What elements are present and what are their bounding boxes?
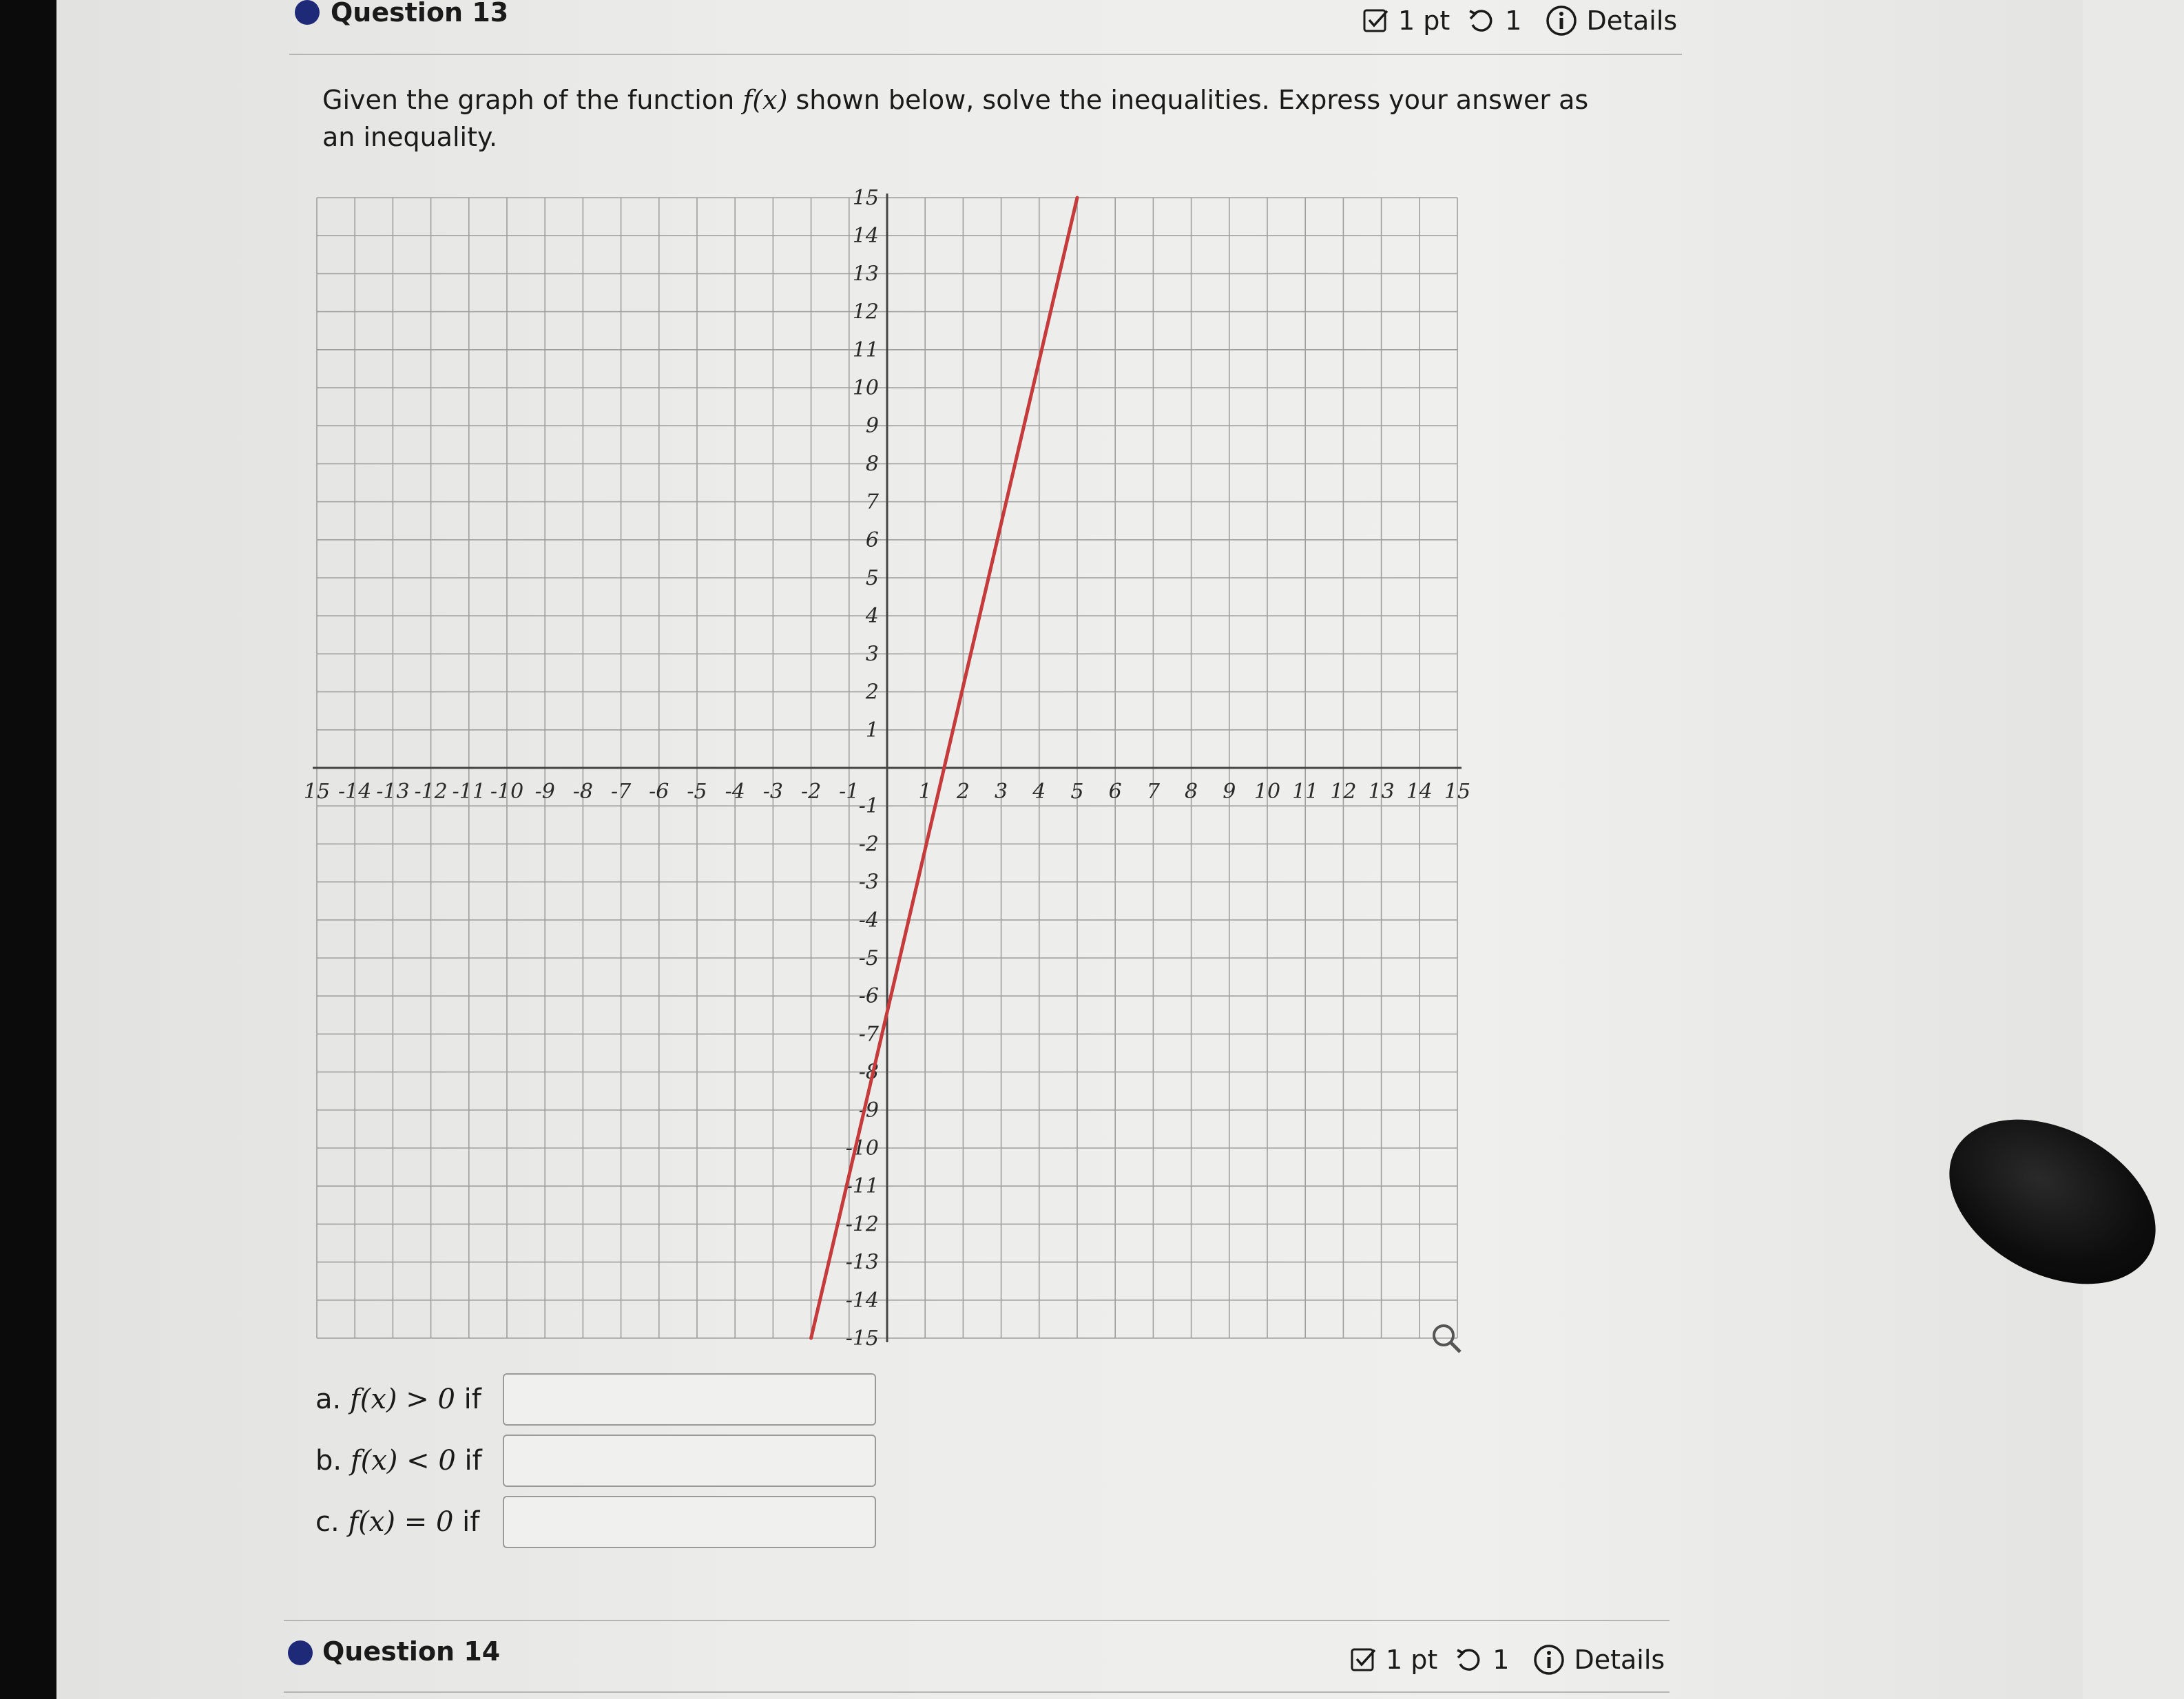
y-tick-label: -4 [858,908,879,932]
answer-row-a [315,1372,876,1427]
y-tick-label: -6 [858,984,879,1009]
info-icon[interactable] [1532,1643,1566,1676]
y-tick-label: -15 [845,1326,879,1351]
x-tick-label: -7 [610,780,632,804]
y-tick-label: 9 [865,414,879,439]
y-tick-label: 8 [865,452,879,477]
y-tick-label: 13 [852,262,879,286]
y-tick-label: -7 [858,1022,879,1047]
y-tick-label: -3 [858,870,879,895]
x-tick-label: 2 [956,780,970,804]
y-tick-label: 5 [865,566,879,590]
question-status-dot [295,0,320,25]
y-tick-label: -12 [845,1212,879,1237]
y-tick-label: -5 [858,946,879,970]
x-tick-label: 7 [1146,780,1160,804]
question-14-title: Question 14 [322,1636,501,1667]
y-tick-label: -10 [845,1136,879,1160]
question-13-title: Question 13 [331,0,509,28]
y-tick-label: 14 [852,224,879,249]
y-tick-label: 12 [852,300,879,324]
y-tick-label: 10 [852,376,879,400]
question-status-dot [288,1640,313,1665]
x-tick-label: 8 [1185,780,1198,804]
details-link[interactable]: Details [1574,1645,1665,1675]
question-13-divider [289,54,1682,55]
y-tick-label: 1 [865,718,879,742]
y-tick-label: 11 [852,337,879,362]
y-tick-label: -1 [858,794,879,819]
x-tick-label: 10 [1254,780,1281,804]
retry-icon[interactable] [1454,1646,1484,1674]
answer-input-a[interactable] [503,1373,876,1426]
question-14-divider-top [284,1620,1670,1621]
x-tick-label: -5 [687,780,707,804]
y-tick-label: 15 [852,186,879,210]
answer-label-c: c. f(x) = 0 if [315,1506,480,1538]
x-tick-label: 15 [303,780,331,804]
x-tick-label: 13 [1368,780,1395,804]
x-tick-label: -11 [452,780,486,804]
x-tick-label: -1 [839,780,860,804]
y-tick-label: -2 [858,832,879,857]
x-tick-label: -2 [800,780,822,804]
x-tick-label: -6 [649,780,669,804]
x-tick-label: -13 [376,780,410,804]
answer-row-c [315,1494,876,1550]
x-tick-label: 12 [1330,780,1357,804]
x-tick-label: 5 [1070,780,1084,804]
screen-edge [0,0,56,1699]
question-prompt [322,81,1597,156]
y-tick-label: -13 [845,1250,879,1275]
answer-label-a: a. f(x) > 0 if [315,1384,481,1415]
y-tick-label: -14 [845,1288,879,1313]
x-tick-label: 11 [1292,780,1319,804]
x-tick-label: -3 [762,780,784,804]
answer-row-b [315,1433,876,1488]
retries-count: 1 [1493,1645,1510,1675]
x-tick-label: 6 [1108,780,1122,804]
question-14-meta [1350,1643,1665,1676]
x-tick-label: -8 [572,780,594,804]
function-graph [303,186,1488,1351]
x-tick-label: -14 [338,780,372,804]
answer-input-c[interactable] [503,1496,876,1548]
checkbox-icon [1350,1646,1377,1674]
details-link[interactable]: Details [1586,6,1678,36]
x-tick-label: -9 [534,780,555,804]
x-tick-label: 3 [995,780,1008,804]
points-label: 1 pt [1398,6,1450,36]
prompt-text-2: shown below, solve the inequalities. Express your answer as an inequality. [322,85,1589,152]
retries-count: 1 [1505,6,1522,36]
x-tick-label: 15 [1444,780,1471,804]
x-tick-label: 4 [1032,780,1046,804]
x-tick-label: 14 [1406,780,1433,804]
y-tick-label: 2 [865,680,879,705]
question-13-meta [1362,4,1677,37]
y-tick-label: 6 [865,528,879,552]
y-tick-label: 7 [865,490,879,514]
x-tick-label: -12 [414,780,448,804]
y-tick-label: -9 [858,1098,879,1123]
question-14-divider-bottom [284,1691,1670,1693]
answer-input-b[interactable] [503,1435,876,1487]
y-tick-label: -8 [858,1060,879,1085]
y-tick-label: 3 [865,642,879,667]
prompt-text-1: Given the graph of the function [322,85,743,115]
retry-icon[interactable] [1466,7,1497,34]
x-tick-label: -4 [725,780,745,804]
y-tick-label: 4 [865,604,879,629]
info-icon[interactable] [1545,4,1578,37]
checkbox-icon [1362,7,1390,34]
x-tick-label: -10 [490,780,524,804]
y-tick-label: -11 [845,1174,879,1199]
points-label: 1 pt [1386,1645,1438,1675]
prompt-function: f(x) [742,85,788,115]
answer-label-b: b. f(x) < 0 if [315,1445,482,1477]
x-tick-label: 9 [1223,780,1236,804]
x-tick-label: 1 [918,780,932,804]
